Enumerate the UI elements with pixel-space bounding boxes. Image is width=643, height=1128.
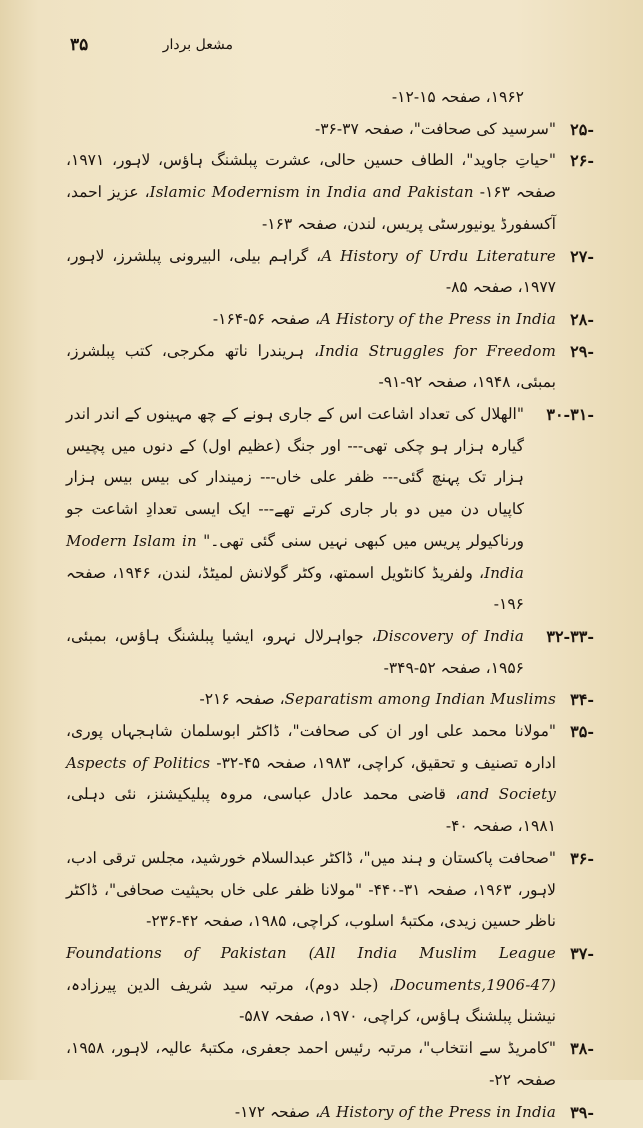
note-29 [66, 336, 594, 399]
note-number: -۳۸ [556, 1033, 594, 1065]
book-title-english: A History of the Press in India [320, 1103, 556, 1121]
book-title-english: Islamic Modernism in India and Pakistan [150, 183, 474, 201]
note-body [66, 336, 556, 399]
note-text: "صحافت پاکستان و ہند میں"، ڈاکٹر عبدالسلام خورشید، مجلس ترقی ادب، لاہور، ۱۹۶۳، صفحہ ۳۱-۴۴۰- "مولانا ظفر علی خاں بحیثیت صحافی"، ڈاکٹر ناظر حسین زیدی، مکتبۂ اسلوب، کراچی، ۱۹۸۵، صفحہ ۴۲-۲۳۶- [66, 843, 556, 938]
book-title-english: Modern Islam in India [66, 532, 524, 582]
note-body [66, 684, 556, 716]
note-body [66, 399, 524, 621]
page-header [70, 34, 233, 56]
note-text: "الھلال کی تعداد اشاعت اس کے جاری ہونے کے چھ مہینوں کے اندر اندر گیارہ ہزار ہو چکی تھی--- اور جنگ (عظیم اول) کے دنوں میں پچیس ہزار تک پہنچ گئی--- ظفر علی خاں--- زمیندار کی بیس بیس ہزار کاپیاں دن میں دو بار جاری کرتے تھے--- ایک ایسی تعدادِ اشاعت جو ورناکیولر پریس میں کبھی نہیں سنی گئی تھی۔" [66, 405, 524, 550]
book-title-english: Discovery of India [376, 627, 524, 645]
note-27 [66, 241, 594, 304]
note-text: ۱۹۶۲، صفحہ ۱۵-۱۲- [66, 82, 594, 114]
note-38 [66, 1033, 594, 1096]
note-number: -۳۷ [556, 938, 594, 970]
note-26 [66, 145, 594, 240]
note-30-31 [66, 399, 594, 621]
note-39 [66, 1097, 594, 1128]
note-text: "حیاتِ جاوید"، الطاف حسین حالی، عشرت پبلشنگ ہاؤس، لاہور، ۱۹۷۱، صفحہ ۱۶۳- [66, 151, 556, 201]
note-body [66, 145, 556, 240]
note-28 [66, 304, 594, 336]
note-text: ، ہریندرا ناتھ مکرجی، کتب پبلشرز، بمبئی، ۱۹۴۸، صفحہ ۹۲-۹۱- [66, 342, 556, 392]
note-text: "کامریڈ سے انتخاب"، مرتبہ رئیس احمد جعفری، مکتبۂ عالیہ، لاہور، ۱۹۵۸، صفحہ ۲۲- [66, 1033, 556, 1096]
note-text: ، عزیز احمد، آکسفورڈ یونیورسٹی پریس، لندن، صفحہ ۱۶۳- [66, 183, 556, 233]
note-text: ، صفحہ ۱۷۲- [235, 1103, 320, 1121]
note-number: -۳۰-۳۱ [524, 399, 594, 431]
note-number: -۳۲-۳۳ [524, 621, 594, 653]
book-title-english: India Struggles for Freedom [319, 342, 556, 360]
note-text: ، جواہرلال نہرو، ایشیا پبلشنگ ہاؤس، بمبئی، ۱۹۵۶، صفحہ ۵۲-۳۴۹- [66, 627, 524, 677]
note-36 [66, 843, 594, 938]
note-number: -۲۹ [556, 336, 594, 368]
note-body [66, 716, 556, 843]
note-number: -۳۵ [556, 716, 594, 748]
page-number: ۳۵ [70, 35, 88, 55]
note-text: "سرسید کی صحافت"، صفحہ ۳۷-۳۶- [66, 114, 556, 146]
note-number: -۲۸ [556, 304, 594, 336]
note-text: ، گراہم بیلی، البیرونی پبلشرز، لاہور، ۱۹۷۷، صفحہ ۸۵- [66, 247, 556, 297]
note-text: ، قاضی محمد عادل عباسی، مروہ پبلیکیشنز، نئی دہلی، ۱۹۸۱، صفحہ ۴۰- [66, 785, 556, 835]
note-text: "مولانا محمد علی اور ان کی صحافت"، ڈاکٹر ابوسلمان شاہجہاں پوری، ادارہ تصنیف و تحقیق، کراچی، ۱۹۸۳، صفحہ ۴۵-۳۲- [66, 722, 556, 772]
book-title-english: Separatism among Indian Muslims [285, 690, 556, 708]
book-title-english: A History of the Press in India [320, 310, 556, 328]
note-body [66, 304, 556, 336]
note-text: ، صفحہ ۵۶-۱۶۴- [213, 310, 320, 328]
book-title-english: A History of Urdu Literature [321, 247, 556, 265]
note-35 [66, 716, 594, 843]
note-text: ، (جلد دوم)، مرتبہ سید شریف الدین پیرزادہ، نیشنل پبلشنگ ہاؤس، کراچی، ۱۹۷۰، صفحہ ۵۸۷- [66, 976, 556, 1026]
note-32-33 [66, 621, 594, 684]
note-number: -۳۴ [556, 684, 594, 716]
note-text: ، صفحہ ۲۱۶- [199, 690, 284, 708]
note-number: -۲۷ [556, 241, 594, 273]
note-continuation [66, 82, 594, 114]
note-body [66, 1097, 556, 1128]
note-number: -۳۶ [556, 843, 594, 875]
note-body [66, 241, 556, 304]
note-body [66, 621, 524, 684]
note-body [66, 938, 556, 1033]
note-34 [66, 684, 594, 716]
endnotes-list [66, 82, 594, 1128]
note-number: -۲۶ [556, 145, 594, 177]
note-25 [66, 114, 594, 146]
note-text: ، ولفریڈ کانٹویل اسمتھ، وکٹر گولانش لمیٹڈ، لندن، ۱۹۴۶، صفحہ ۱۹۶- [66, 564, 524, 614]
running-title: مشعل بردار [163, 37, 233, 53]
note-number: -۳۹ [556, 1097, 594, 1128]
book-title-english: Foundations of Pakistan (All India Muslim League Documents,1906-47) [66, 944, 556, 994]
note-37 [66, 938, 594, 1033]
note-number: -۲۵ [556, 114, 594, 146]
book-title-english: Aspects of Politics and Society [66, 754, 556, 804]
